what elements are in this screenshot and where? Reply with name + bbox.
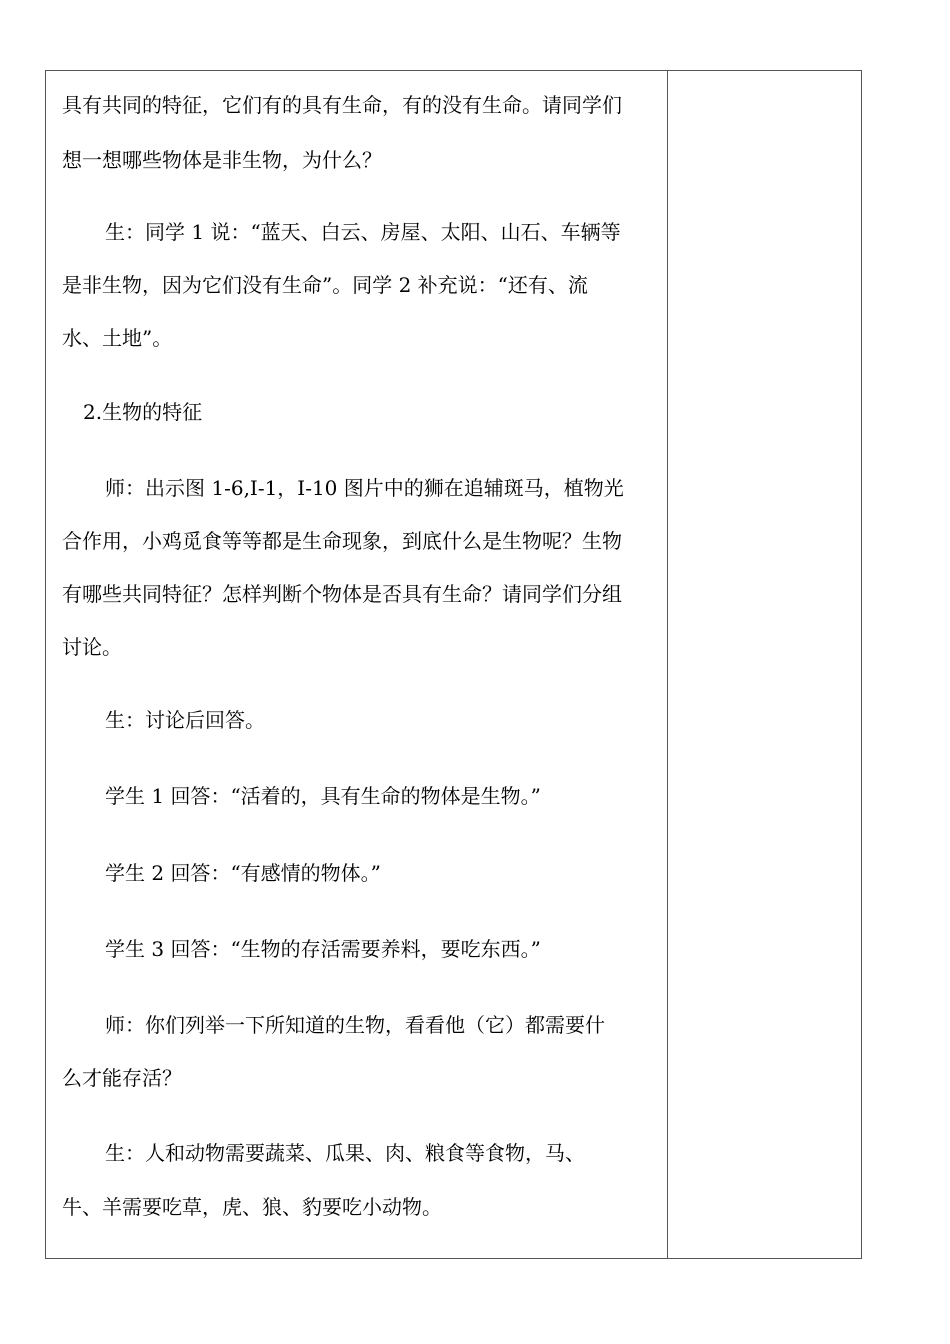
- text-line: 师：出示图 1-6,I-1，I-10 图片中的狮在追辅斑马，植物光: [105, 476, 624, 500]
- text-line: 有哪些共同特征？怎样判断个物体是否具有生命？请同学们分组: [62, 582, 622, 606]
- text-line: 生：人和动物需要蔬菜、瓜果、肉、粮食等食物，马、: [105, 1141, 585, 1165]
- text-line: 讨论。: [62, 635, 122, 659]
- text-line: 牛、羊需要吃草，虎、狼、豹要吃小动物。: [62, 1195, 442, 1219]
- text-line: 师：你们列举一下所知道的生物，看看他（它）都需要什: [105, 1013, 605, 1037]
- text-line: 水、土地”。: [62, 326, 173, 350]
- text-line: 学生 3 回答：“生物的存活需要养料，要吃东西。”: [105, 937, 541, 961]
- text-line: 学生 1 回答：“活着的，具有生命的物体是生物。”: [105, 784, 541, 808]
- text-line: 学生 2 回答：“有感情的物体。”: [105, 861, 381, 885]
- text-line: 合作用，小鸡觅食等等都是生命现象，到底什么是生物呢？生物: [62, 529, 622, 553]
- text-line: 想一想哪些物体是非生物，为什么？: [62, 148, 382, 172]
- text-line: 么才能存活？: [62, 1066, 182, 1090]
- lesson-content-cell: [46, 71, 667, 1258]
- text-line: 生：讨论后回答。: [105, 708, 265, 732]
- text-line: 是非生物，因为它们没有生命”。同学 2 补充说：“还有、流: [62, 273, 588, 297]
- text-line: 生：同学 1 说：“蓝天、白云、房屋、太阳、山石、车辆等: [105, 220, 621, 244]
- text-line: 具有共同的特征，它们有的具有生命，有的没有生命。请同学们: [62, 93, 622, 117]
- section-heading: 2.生物的特征: [83, 400, 203, 424]
- lesson-table: [45, 70, 862, 1259]
- notes-cell: [668, 71, 861, 1258]
